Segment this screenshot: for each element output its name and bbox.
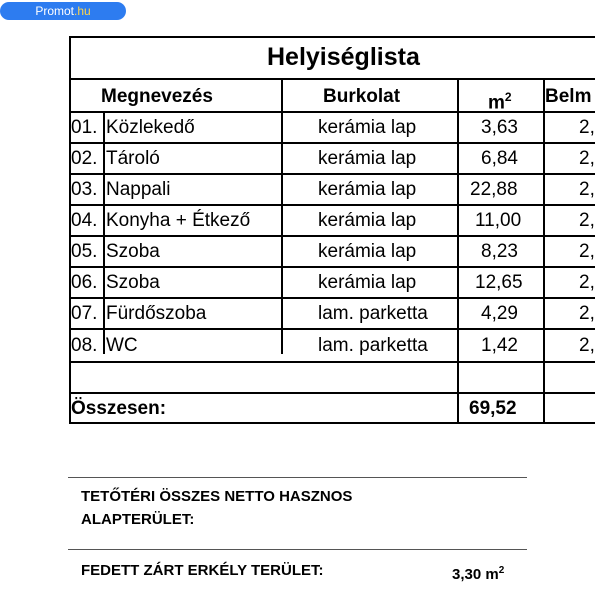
room-area: 1,42 [481,335,518,356]
room-floor: kerámia lap [318,148,417,169]
room-name: Szoba [106,241,160,262]
room-area: 8,23 [481,241,518,262]
room-area: 22,88 [470,179,518,200]
row-divider [71,266,595,268]
col-divider [103,112,105,354]
summary-divider [68,549,527,550]
room-name: Nappali [106,179,171,200]
badge-brand: Promot [35,4,74,18]
room-height: 2, [579,210,595,231]
total-label: Összesen: [71,398,167,419]
room-height: 2, [579,303,595,324]
row-divider [71,173,595,175]
room-name: Szoba [106,272,160,293]
row-number: 07. [71,303,98,324]
room-floor: lam. parketta [318,335,428,356]
promot-badge[interactable] [0,2,126,20]
row-number: 06. [71,272,98,293]
col-divider [543,80,545,424]
row-divider [71,142,595,144]
net-area-label-line1: TETŐTÉRI ÖSSZES NETTO HASZNOS [81,488,353,505]
header-area [488,85,512,115]
room-area: 4,29 [481,303,518,324]
room-floor: kerámia lap [318,179,417,200]
room-height: 2, [579,335,595,356]
header-name: Megnevezés [101,86,213,107]
header-floor: Burkolat [323,86,401,107]
room-height: 2, [579,117,595,138]
room-floor: kerámia lap [318,241,417,262]
row-divider [71,297,595,299]
room-area: 12,65 [475,272,523,293]
total-value: 69,52 [469,398,517,419]
room-floor: lam. parketta [318,303,428,324]
balcony-label: FEDETT ZÁRT ERKÉLY TERÜLET: [81,562,324,579]
room-floor: kerámia lap [318,272,417,293]
summary-divider [68,477,527,478]
room-area: 3,63 [481,117,518,138]
row-divider [71,328,595,330]
row-number: 02. [71,148,98,169]
badge-suffix: .hu [74,4,91,18]
row-number: 08. [71,335,98,356]
row-divider [71,235,595,237]
balcony-value [452,561,504,585]
room-name: Konyha + Étkező [106,210,251,231]
room-height: 2, [579,241,595,262]
balcony-value-sup: 2 [498,565,505,576]
balcony-value-text: 3,30 m [452,566,499,583]
room-height: 2, [579,148,595,169]
header-height: Belm [545,86,592,107]
room-area: 6,84 [481,148,518,169]
room-floor: kerámia lap [318,210,417,231]
header-area-sup: 2 [504,90,512,104]
net-area-label-line2: ALAPTERÜLET: [81,511,195,528]
col-divider [457,80,459,424]
header-area-unit: m [488,92,505,114]
room-list-table [69,36,595,424]
row-number: 04. [71,210,98,231]
row-divider [71,392,595,394]
table-title [71,38,595,80]
row-divider [71,361,595,363]
room-area: 11,00 [475,210,522,231]
room-name: WC [106,335,138,356]
row-number: 05. [71,241,98,262]
row-number: 03. [71,179,98,200]
table-title-text: Helyiséglista [267,43,420,71]
room-floor: kerámia lap [318,117,417,138]
col-divider [281,80,283,354]
room-name: Fürdőszoba [106,303,207,324]
room-height: 2, [579,179,595,200]
room-height: 2, [579,272,595,293]
row-number: 01. [71,117,98,138]
room-name: Tároló [106,148,160,169]
room-name: Közlekedő [106,117,195,138]
row-divider [71,111,595,113]
row-divider [71,204,595,206]
